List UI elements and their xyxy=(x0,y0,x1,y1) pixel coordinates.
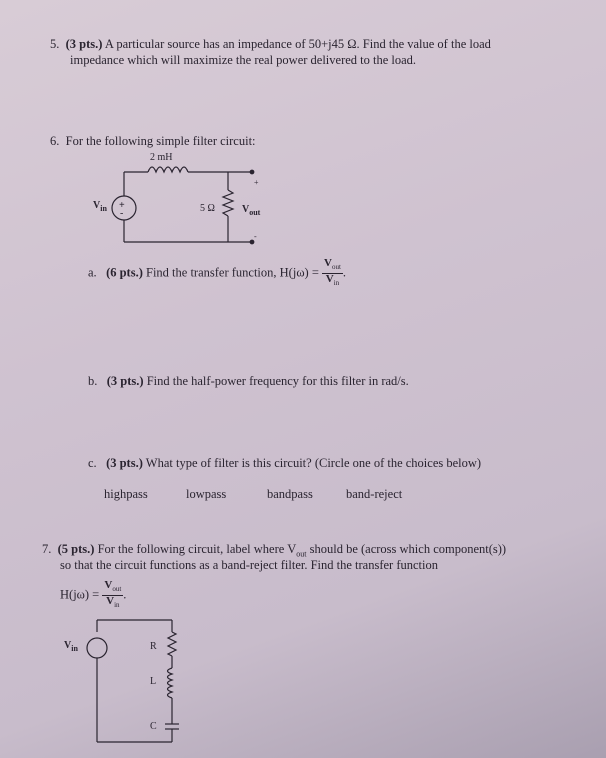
q6-resistor xyxy=(223,190,233,216)
q6c-text: What type of filter is this circuit? (Circle one of the choices below) xyxy=(145,456,482,470)
q6-inductor-label: 2 mH xyxy=(150,152,173,163)
q6c-points: (3 pts.) xyxy=(106,456,143,470)
q6b-text: Find the half-power frequency for this filter in rad/s. xyxy=(146,374,409,388)
q6-resistor-label: 5 Ω xyxy=(200,203,215,214)
q6b-row xyxy=(88,373,409,389)
q6-intro-text: For the following simple filter circuit: xyxy=(65,134,256,148)
q5-line1 xyxy=(50,36,491,52)
q6a-text: Find the transfer function, xyxy=(146,265,277,280)
q5-text-1: A particular source has an impedance of 50+j45 Ω. Find the value of the load xyxy=(104,37,491,51)
q6-inductor xyxy=(148,167,188,172)
q6a-row xyxy=(88,258,346,289)
q6c-choice-bandpass[interactable]: bandpass xyxy=(267,487,313,501)
q6a-end: . xyxy=(342,265,347,280)
q7-denominator xyxy=(102,596,123,611)
q7-text-1b: should be (across which component(s)) xyxy=(306,542,507,556)
q6a-num-sub: out xyxy=(331,263,341,272)
q7-points: (5 pts.) xyxy=(57,542,95,556)
q7-line2: so that the circuit functions as a band-reject filter. Find the transfer function xyxy=(60,558,439,572)
q7-text-1-sub: out xyxy=(296,549,307,559)
q6-output-minus: - xyxy=(254,232,257,241)
q6-source-plus: + xyxy=(119,200,125,211)
q6b-points: (3 pts.) xyxy=(106,374,144,388)
q6-source-minus: - xyxy=(120,208,124,219)
q6-vin-label xyxy=(93,200,107,213)
q6-vin-sub: in xyxy=(100,204,107,213)
q6-number: 6. xyxy=(50,134,60,148)
q6-vout-V: V xyxy=(242,204,250,215)
q7-end: . xyxy=(123,587,127,602)
q6a-points: (6 pts.) xyxy=(106,265,143,280)
q7-text-1a: For the following circuit, label where V xyxy=(97,542,297,556)
q7-transfer-row xyxy=(60,580,126,611)
q6-vout-sub: out xyxy=(249,208,261,217)
q6a-den-V: V xyxy=(325,273,334,286)
q7-L-label: L xyxy=(150,676,157,687)
q6a-numerator xyxy=(322,258,343,274)
q7-C-label: C xyxy=(150,721,157,732)
q7-num-V: V xyxy=(104,579,113,591)
q6a-num-V: V xyxy=(324,257,332,269)
q5-points: (3 pts.) xyxy=(65,37,103,51)
q6c-choice-band-reject[interactable]: band-reject xyxy=(346,487,403,501)
q7-den-sub: in xyxy=(114,601,120,610)
q6c-choice-lowpass[interactable]: lowpass xyxy=(186,487,227,501)
q7-num-sub: out xyxy=(112,585,122,594)
q6c-choice-highpass[interactable]: highpass xyxy=(104,487,148,501)
q7-fraction xyxy=(102,580,123,611)
q6c-row xyxy=(88,455,481,471)
q5-number: 5. xyxy=(50,37,60,51)
q5-line2: impedance which will maximize the real power delivered to the load. xyxy=(70,53,417,67)
q6-vin-V: V xyxy=(93,200,101,211)
q6a-denominator xyxy=(322,274,343,289)
q7-vin-label xyxy=(64,640,78,653)
q6c-letter: c. xyxy=(88,456,97,470)
q7-number: 7. xyxy=(42,542,52,556)
q6-vout-label xyxy=(242,204,260,217)
q6a-letter: a. xyxy=(88,265,97,280)
q6a-H: H(jω) = xyxy=(279,265,319,280)
q7-numerator xyxy=(102,580,123,596)
q7-resistor xyxy=(168,632,176,656)
q7-inductor xyxy=(168,668,173,698)
q7-vin-V: V xyxy=(64,640,72,651)
q7-R-label: R xyxy=(150,641,157,652)
q6-output-plus: + xyxy=(254,178,259,187)
q6b-letter: b. xyxy=(88,374,98,388)
q6a-fraction xyxy=(322,258,343,289)
q6-output-node-top xyxy=(250,170,254,174)
q6-intro xyxy=(50,133,256,149)
q7-vin-sub: in xyxy=(71,644,78,653)
q7-voltage-source xyxy=(87,638,107,658)
q7-H: H(jω) = xyxy=(60,587,100,602)
q6a-den-sub: in xyxy=(333,279,340,288)
q7-den-V: V xyxy=(106,595,115,608)
